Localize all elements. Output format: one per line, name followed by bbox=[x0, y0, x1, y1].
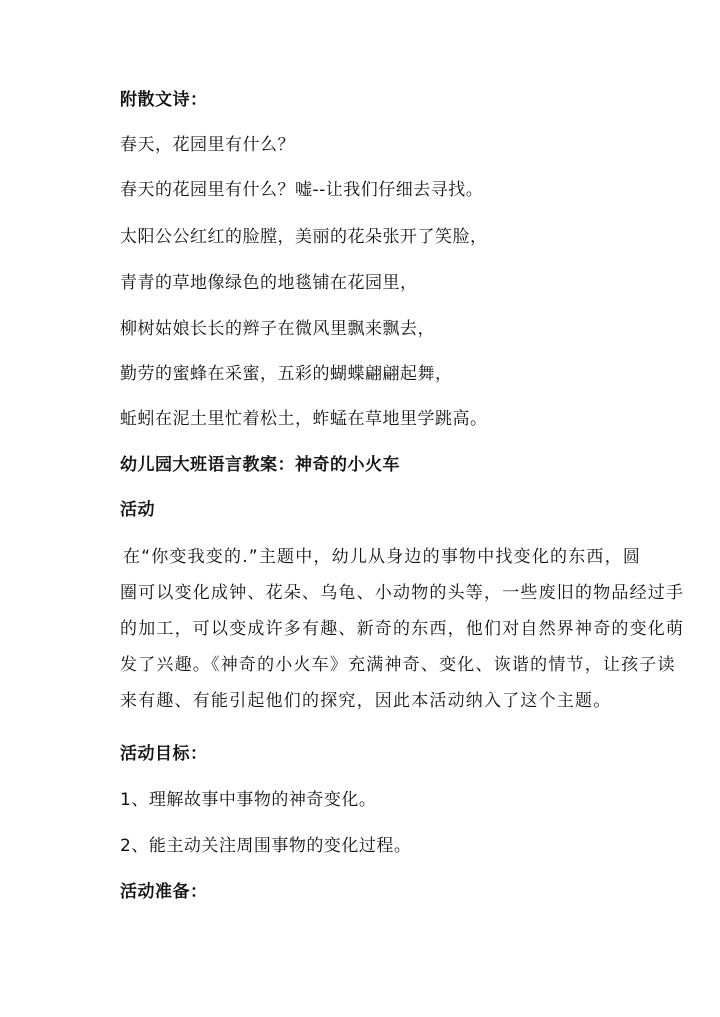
paragraph-row: 圈可以变化成钟、花朵、乌龟、小动物的头等，一些废旧的物品经过手 bbox=[120, 583, 685, 603]
poem-line: 青青的草地像绿色的地毯铺在花园里， bbox=[120, 273, 418, 293]
paragraph-row: 的加工，可以变成许多有趣、新奇的东西，他们对自然界神奇的变化萌 bbox=[120, 619, 685, 639]
paragraph-row: 在“你变我变的.”主题中，幼儿从身边的事物中找变化的东西，圆 bbox=[123, 547, 642, 567]
goal-item: 2、能主动关注周围事物的变化过程。 bbox=[120, 836, 412, 856]
poem-line: 太阳公公红红的脸膛，美丽的花朵张开了笑脸， bbox=[120, 227, 488, 247]
activity-paragraph bbox=[120, 539, 685, 719]
goals-heading: 活动目标： bbox=[120, 744, 208, 764]
poem-line: 春天的花园里有什么？嘘--让我们仔细去寻找。 bbox=[120, 180, 484, 200]
activity-heading: 活动 bbox=[120, 500, 155, 520]
paragraph-row: 来有趣、有能引起他们的探究，因此本活动纳入了这个主题。 bbox=[120, 691, 612, 711]
goal-item: 1、理解故事中事物的神奇变化。 bbox=[120, 790, 377, 810]
poem-line: 柳树姑娘长长的辫子在微风里飘来飘去， bbox=[120, 319, 435, 339]
poem-line: 勤劳的蜜蜂在采蜜，五彩的蝴蝶翩翩起舞， bbox=[120, 364, 453, 384]
paragraph-row: 发了兴趣。《神奇的小火车》充满神奇、变化、诙谐的情节，让孩子读 bbox=[120, 655, 676, 675]
poem-line: 蚯蚓在泥土里忙着松土，蚱蜢在草地里学跳高。 bbox=[120, 409, 488, 429]
poem-title-line: 春天，花园里有什么？ bbox=[120, 135, 295, 155]
poem-heading: 附散文诗： bbox=[120, 90, 208, 110]
prep-heading: 活动准备： bbox=[120, 882, 208, 902]
lesson-title: 幼儿园大班语言教案：神奇的小火车 bbox=[120, 455, 400, 475]
